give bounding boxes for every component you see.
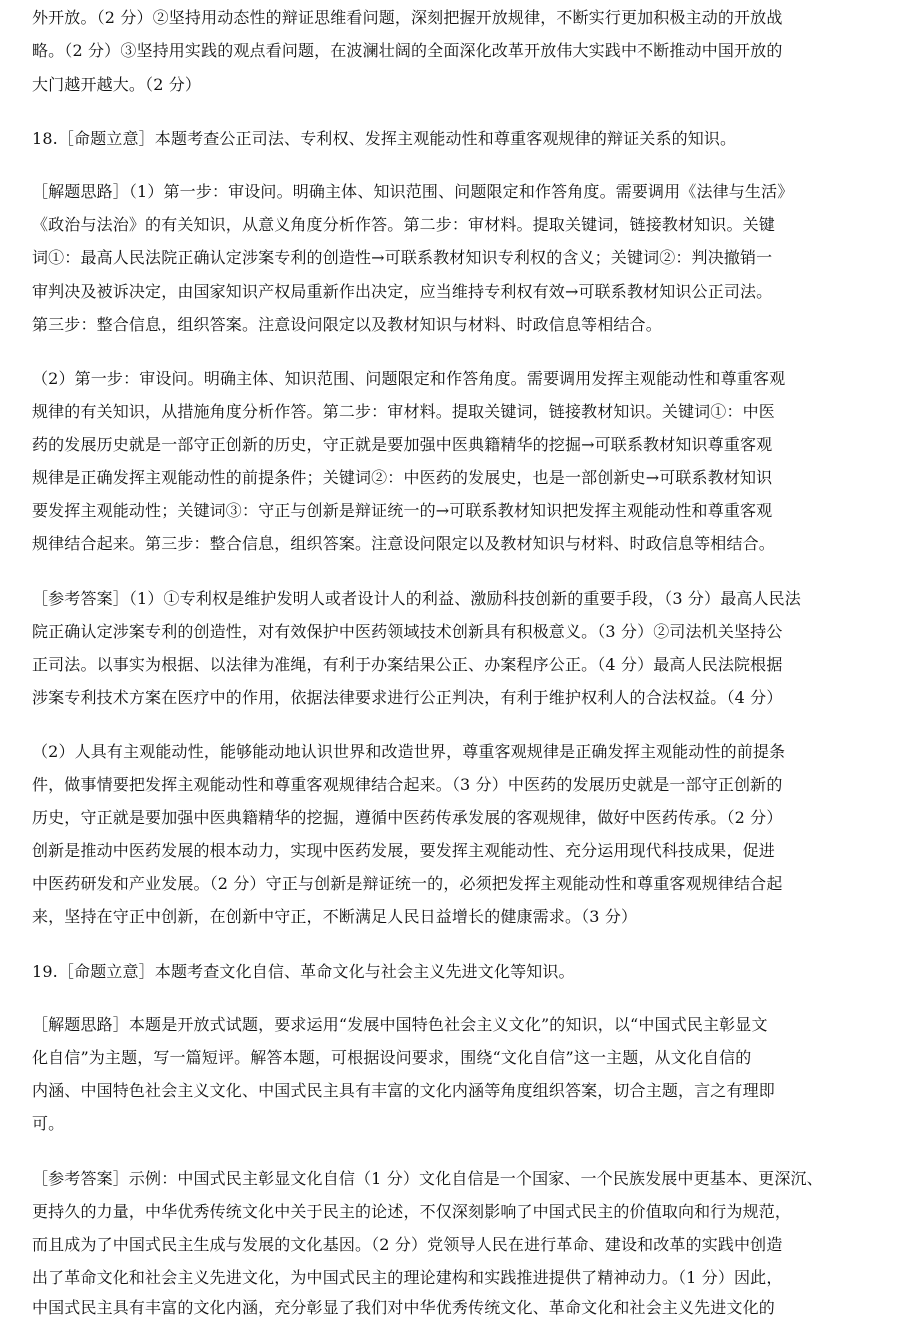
text-line: 可。	[32, 1114, 65, 1133]
text-line: 院正确认定涉案专利的创造性，对有效保护中医药领域技术创新具有积极意义。（3 分）②司法机关坚持公	[32, 622, 783, 641]
text-line: 《政治与法治》的有关知识，从意义角度分析作答。第二步：审材料。提取关键词，链接教材知识。关键	[32, 215, 775, 234]
question-19-intent: 19.［命题立意］本题考查文化自信、革命文化与社会主义先进文化等知识。	[32, 962, 575, 981]
text-line: 历史，守正就是要加强中医典籍精华的挖掘，遵循中医药传承发展的客观规律，做好中医药传承。（2 分）	[32, 808, 783, 827]
text-line: 而且成为了中国式民主生成与发展的文化基因。（2 分）党领导人民在进行革命、建设和改革的实践中创造	[32, 1235, 783, 1254]
text-line: 规律结合起来。第三步：整合信息，组织答案。注意设问限定以及教材知识与材料、时政信息等相结合。	[32, 534, 775, 553]
text-line: 化自信”为主题，写一篇短评。解答本题，可根据设问要求，围绕“文化自信”这一主题，从文化自信的	[32, 1048, 752, 1067]
text-line: 审判决及被诉决定，由国家知识产权局重新作出决定，应当维持专利权有效→可联系教材知识公正司法。	[32, 282, 773, 301]
text-line: 要发挥主观能动性；关键词③：守正与创新是辩证统一的→可联系教材知识把发挥主观能动性和尊重客观	[32, 501, 773, 520]
text-line: 药的发展历史就是一部守正创新的历史，守正就是要加强中医典籍精华的挖掘→可联系教材知识尊重客观	[32, 435, 773, 454]
text-line: 出了革命文化和社会主义先进文化，为中国式民主的理论建构和实践推进提供了精神动力。（1 分）因此，	[32, 1268, 783, 1287]
text-line: 外开放。（2 分）②坚持用动态性的辩证思维看问题，深刻把握开放规律，不断实行更加积极主动的开放战	[32, 8, 783, 27]
text-line: （2）第一步：审设问。明确主体、知识范围、问题限定和作答角度。需要调用发挥主观能动性和尊重客观	[32, 369, 786, 388]
text-line: 涉案专利技术方案在医疗中的作用，依据法律要求进行公正判决，有利于维护权利人的合法权益。（4 分）	[32, 688, 783, 707]
text-line: ［解题思路］（1）第一步：审设问。明确主体、知识范围、问题限定和作答角度。需要调用《法律与生活》	[32, 182, 794, 201]
text-line: 大门越开越大。（2 分）	[32, 75, 202, 94]
text-line: （2）人具有主观能动性，能够能动地认识世界和改造世界，尊重客观规律是正确发挥主观能动性的前提条	[32, 742, 786, 761]
text-line: 规律的有关知识，从措施角度分析作答。第二步：审材料。提取关键词，链接教材知识。关键词①：中医	[32, 402, 775, 421]
text-line: 内涵、中国特色社会主义文化、中国式民主具有丰富的文化内涵等角度组织答案，切合主题，言之有理即	[32, 1081, 775, 1100]
text-line: 规律是正确发挥主观能动性的前提条件；关键词②：中医药的发展史，也是一部创新史→可联系教材知识	[32, 468, 773, 487]
text-line: ［解题思路］本题是开放式试题，要求运用“发展中国特色社会主义文化”的知识，以“中国式民主彰显文	[32, 1015, 768, 1034]
text-line: 来，坚持在守正中创新，在创新中守正，不断满足人民日益增长的健康需求。（3 分）	[32, 907, 638, 926]
text-line: 件，做事情要把发挥主观能动性和尊重客观规律结合起来。（3 分）中医药的发展历史就是一部守正创新的	[32, 775, 783, 794]
text-line: 正司法。以事实为根据、以法律为准绳，有利于办案结果公正、办案程序公正。（4 分）最高人民法院根据	[32, 655, 783, 674]
text-line: 更持久的力量，中华优秀传统文化中关于民主的论述，不仅深刻影响了中国式民主的价值取向和行为规范，	[32, 1202, 792, 1221]
text-line: ［参考答案］示例：中国式民主彰显文化自信（1 分）文化自信是一个国家、一个民族发展中更基本、更深沉、	[32, 1169, 823, 1188]
question-18-intent: 18.［命题立意］本题考查公正司法、专利权、发挥主观能动性和尊重客观规律的辩证关系的知识。	[32, 129, 737, 148]
text-line: 第三步：整合信息，组织答案。注意设问限定以及教材知识与材料、时政信息等相结合。	[32, 315, 662, 334]
text-line: 略。（2 分）③坚持用实践的观点看问题，在波澜壮阔的全面深化改革开放伟大实践中不断推动中国开放的	[32, 41, 783, 60]
text-line: 创新是推动中医药发展的根本动力，实现中医药发展，要发挥主观能动性、充分运用现代科技成果，促进	[32, 841, 775, 860]
text-line: 词①：最高人民法院正确认定涉案专利的创造性→可联系教材知识专利权的含义；关键词②：判决撤销一	[32, 248, 773, 267]
text-line: ［参考答案］（1）①专利权是维护发明人或者设计人的利益、激励科技创新的重要手段，（3 分）最高人民法	[32, 589, 801, 608]
text-line: 中国式民主具有丰富的文化内涵，充分彰显了我们对中华优秀传统文化、革命文化和社会主义先进文化的	[32, 1298, 775, 1317]
text-line: 中医药研发和产业发展。（2 分）守正与创新是辩证统一的，必须把发挥主观能动性和尊重客观规律结合起	[32, 874, 783, 893]
